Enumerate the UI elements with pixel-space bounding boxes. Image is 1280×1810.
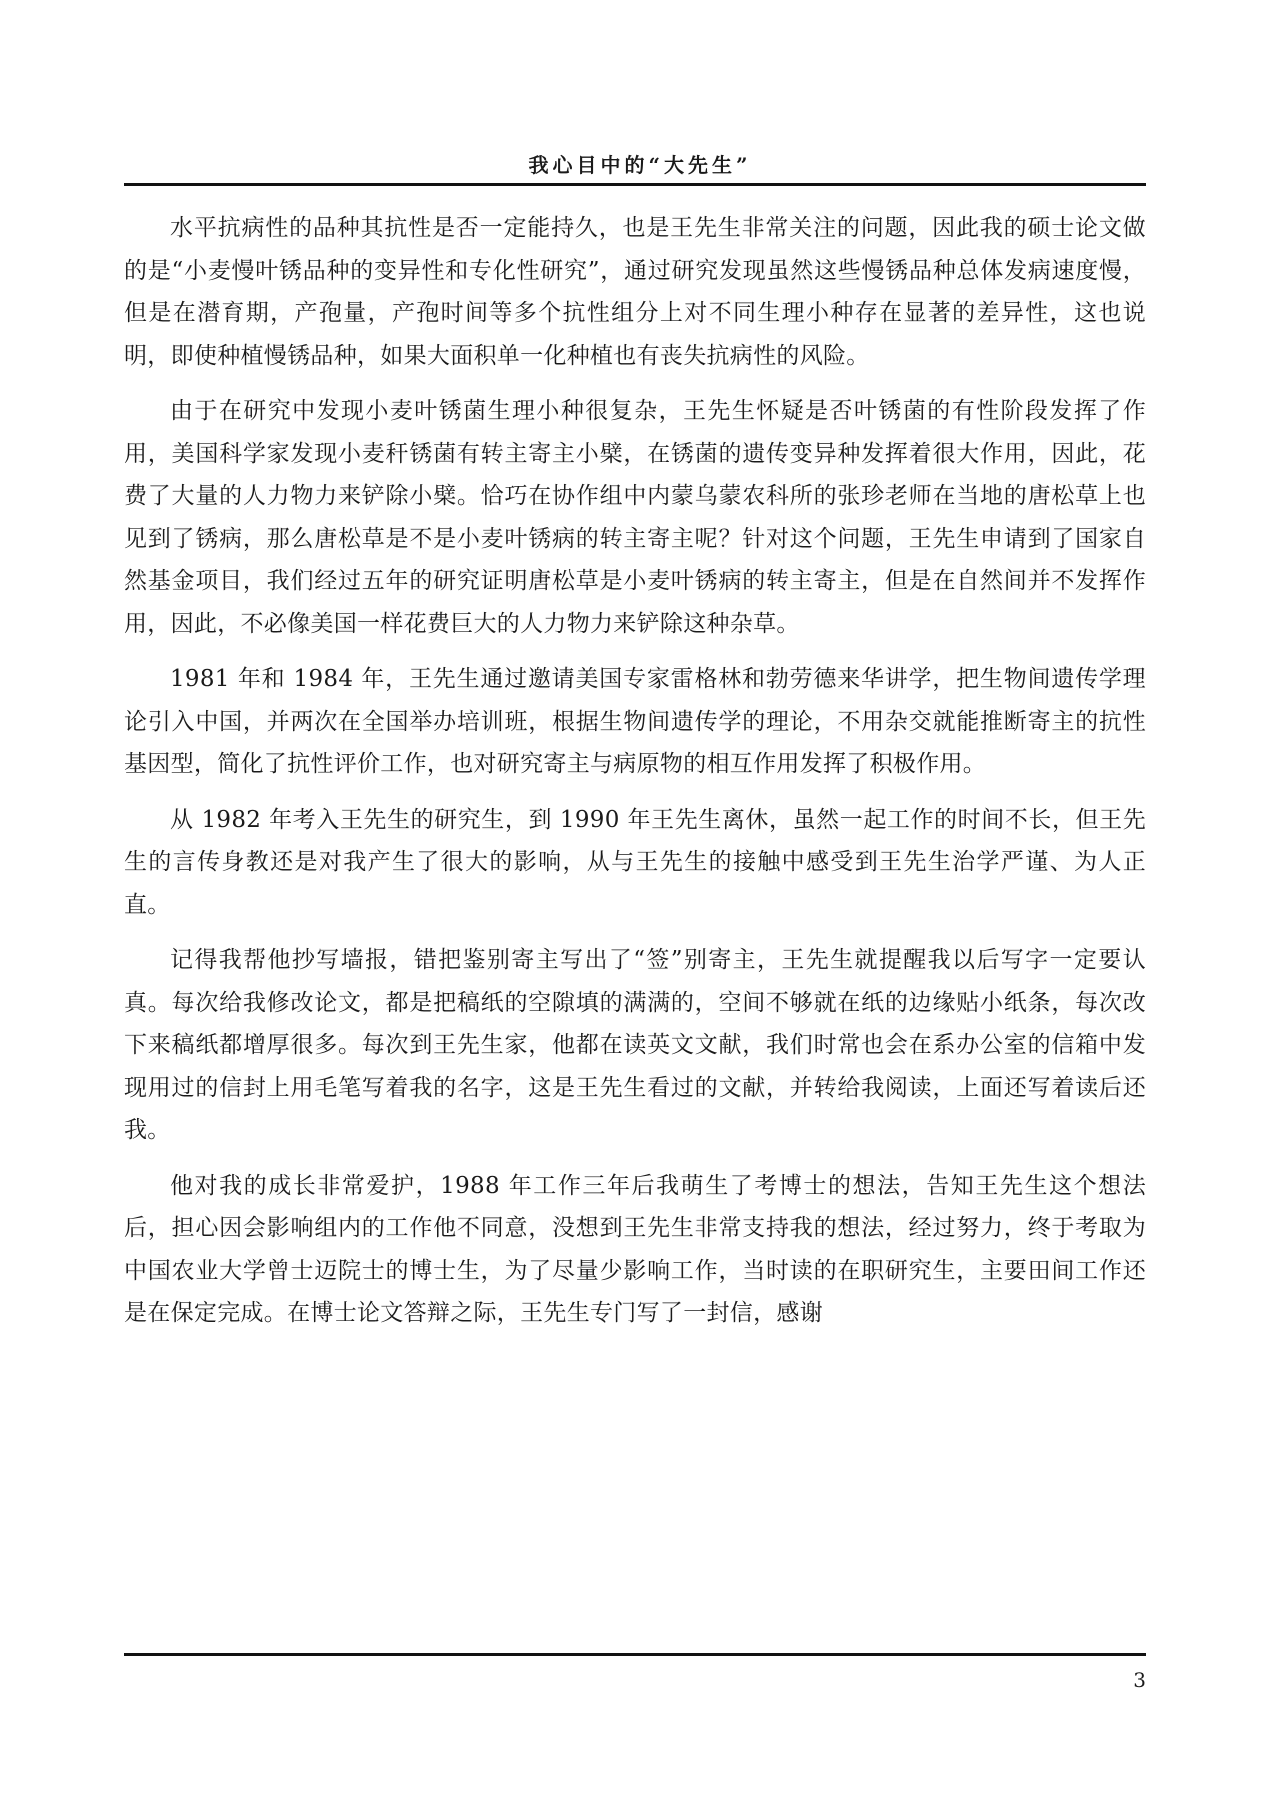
paragraph: 1981 年和 1984 年，王先生通过邀请美国专家雷格林和勃劳德来华讲学，把生物间遗传学理论引入中国，并两次在全国举办培训班，根据生物间遗传学的理论，不用杂交就能推断寄主的抗性基因型，简化了抗性评价工作，也对研究寄主与病原物的相互作用发挥了积极作用。 bbox=[124, 666, 1146, 777]
paragraph: 从 1982 年考入王先生的研究生，到 1990 年王先生离休，虽然一起工作的时间不长，但王先生的言传身教还是对我产生了很大的影响，从与王先生的接触中感受到王先生治学严谨、为人正直。 bbox=[124, 806, 1146, 918]
paragraph: 由于在研究中发现小麦叶锈菌生理小种很复杂，王先生怀疑是否叶锈菌的有性阶段发挥了作用，美国科学家发现小麦秆锈菌有转主寄主小檗，在锈菌的遗传变异种发挥着很大作用，因此，花费了大量的人力物力来铲除小檗。恰巧在协作组中内蒙乌蒙农科所的张珍老师在当地的唐松草上也见到了锈病，那么唐松草是不是小麦叶锈病的转主寄主呢？针对这个问题，王先生申请到了国家自然基金项目，我们经过五年的研究证明唐松草是小麦叶锈病的转主寄主，但是在自然间并不发挥作用，因此，不必像美国一样花费巨大的人力物力来铲除这种杂草。 bbox=[124, 398, 1146, 637]
header-rule bbox=[124, 183, 1146, 186]
paragraph: 记得我帮他抄写墙报，错把鉴别寄主写出了“签”别寄主，王先生就提醒我以后写字一定要认真。每次给我修改论文，都是把稿纸的空隙填的满满的，空间不够就在纸的边缘贴小纸条，每次改下来稿纸都增厚很多。每次到王先生家，他都在读英文文献，我们时常也会在系办公室的信箱中发现用过的信封上用毛笔写着我的名字，这是王先生看过的文献，并转给我阅读，上面还写着读后还我。 bbox=[124, 947, 1146, 1143]
paragraph: 他对我的成长非常爱护，1988 年工作三年后我萌生了考博士的想法，告知王先生这个想法后，担心因会影响组内的工作他不同意，没想到王先生非常支持我的想法，经过努力，终于考取为中国农业大学曾士迈院士的博士生，为了尽量少影响工作，当时读的在职研究生，主要田间工作还是在保定完成。在博士论文答辩之际，王先生专门写了一封信，感谢 bbox=[124, 1172, 1146, 1326]
page-number: 3 bbox=[1133, 1668, 1146, 1692]
footer-rule bbox=[124, 1653, 1146, 1656]
paragraph: 水平抗病性的品种其抗性是否一定能持久，也是王先生非常关注的问题，因此我的硕士论文做的是“小麦慢叶锈品种的变异性和专化性研究”，通过研究发现虽然这些慢锈品种总体发病速度慢，但是在潜育期，产孢量，产孢时间等多个抗性组分上对不同生理小种存在显著的差异性，这也说明，即使种植慢锈品种，如果大面积单一化种植也有丧失抗病性的风险。 bbox=[124, 215, 1146, 369]
article-body bbox=[124, 207, 1146, 1348]
running-header-title: 我心目中的“大先生” bbox=[528, 153, 752, 177]
